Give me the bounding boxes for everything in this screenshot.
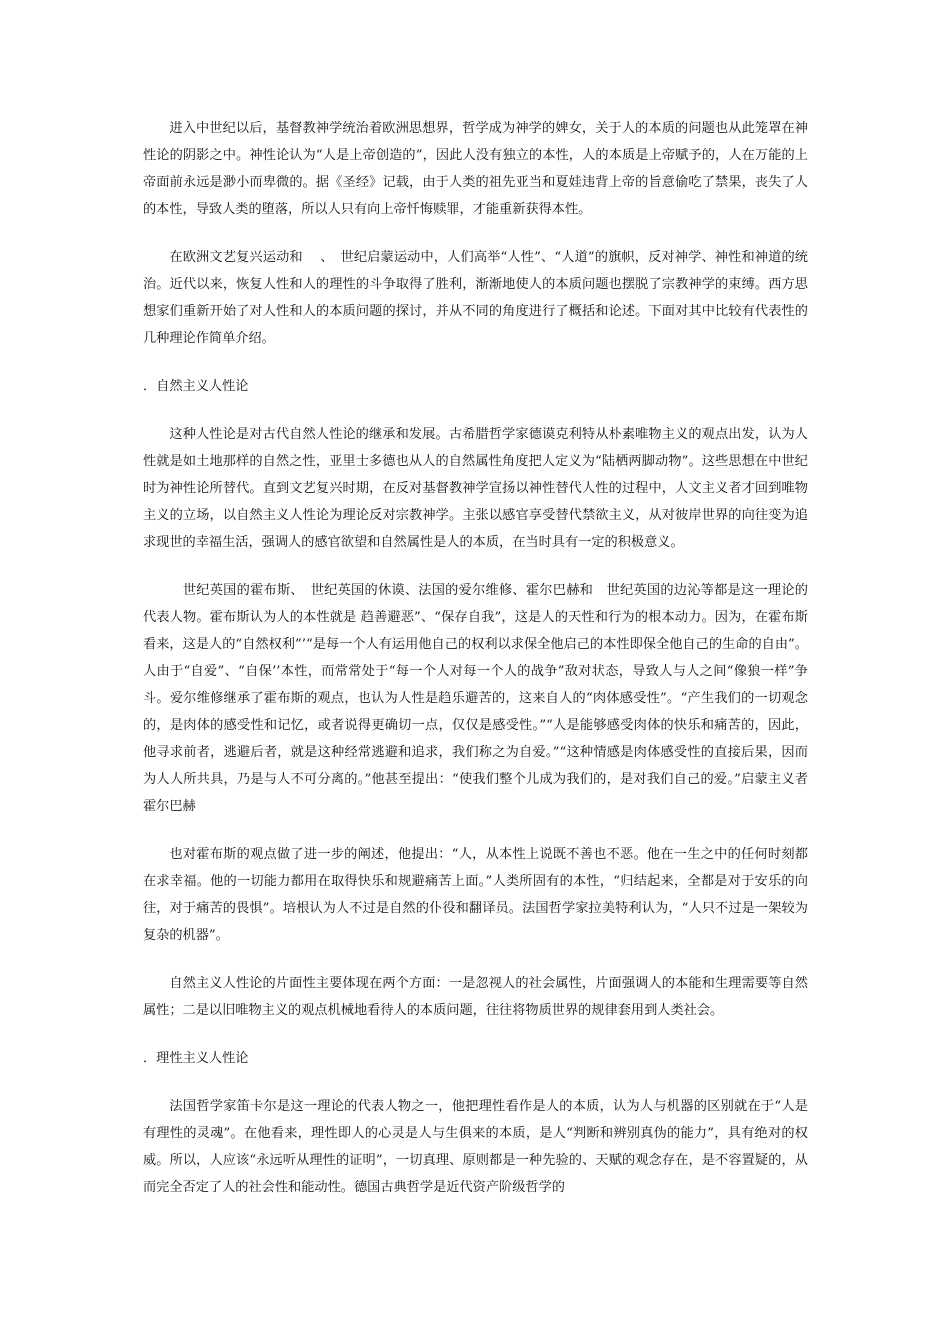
paragraph-medieval-theology: 进入中世纪以后，基督教神学统治着欧洲思想界，哲学成为神学的婢女，关于人的本质的问题也从此笼罩在神性论的阴影之中。神性论认为“人是上帝创造的”，因此人没有独立的本性，人的本质是上帝赋予的，人在万能的上帝面前永远是渺小而卑微的。据《圣经》记载，由于人类的祖先亚当和夏娃违背上帝的旨意偷吃了禁果，丧失了人的本性，导致人类的堕落，所以人只有向上帝忏悔赎罪，才能重新获得本性。: [143, 121, 808, 217]
paragraph-naturalism-limitations: 自然主义人性论的片面性主要体现在两个方面：一是忽视人的社会属性，片面强调人的本能和生理需要等自然属性；二是以旧唯物主义的观点机械地看待人的本质问题，往往将物质世界的规律套用到人类社会。: [143, 976, 808, 1018]
document-body: [143, 115, 808, 1222]
paragraph-holbach-views: 也对霍布斯的观点做了进一步的阐述，他提出：“人，从本性上说既不善也不恶。他在一生之中的任何时刻都在求幸福。他的一切能力都用在取得快乐和规避痛苦上面。”人类所固有的本性，“归结起来，全都是对于安乐的向往，对于痛苦的畏惧”。培根认为人不过是自然的仆役和翻译员。法国哲学家拉美特利认为，“人只不过是一架较为复杂的机器”。: [143, 847, 808, 943]
paragraph-naturalism-representatives: 世纪英国的霍布斯、 世纪英国的休谟、法国的爱尔维修、霍尔巴赫和 世纪英国的边沁等都是这一理论的代表人物。霍布斯认为人的本性就是 趋善避恶”、“保存自我”，这是人的天性和行为的根本动力。因为，在霍布斯看来，这是人的“自然权利”’“是每一个人有运用他自己的权利以求保全他启己的本性即保全他自己的生命的自由”。人由于“自爱”、“自保’’本性，而常常处于“每一个人对每一个人的战争”敌对状态，导致人与人之间“像狼一样”争斗。爱尔维修继承了霍布斯的观点，也认为人性是趋乐避苦的，这来自人的“肉体感受性”。“产生我们的一切观念的，是肉体的感受性和记忆，或者说得更确切一点，仅仅是感受性。”“人是能够感受肉体的快乐和痛苦的，因此，他寻求前者，逃避后者，就是这种经常逃避和追求，我们称之为自爱。”“这种情感是肉体感受性的直接后果，因而为人人所共具，乃是与人不可分离的。”他甚至提出：“使我们整个儿成为我们的，是对我们自己的爱。”启蒙主义者霍尔巴赫: [143, 583, 808, 814]
section-heading-rationalism: ．理性主义人性论: [143, 1051, 249, 1066]
paragraph-renaissance-enlightenment: 在欧洲文艺复兴运动和 、 世纪启蒙运动中，人们高举“人性”、“人道”的旗帜，反对神学、神性和神道的统治。近代以来，恢复人性和人的理性的斗争取得了胜利，渐渐地使人的本质问题也摆脱了宗教神学的束缚。西方思想家们重新开始了对人性和人的本质问题的探讨，并从不同的角度进行了概括和论述。下面对其中比较有代表性的几种理论作简单介绍。: [143, 250, 808, 346]
paragraph-descartes-rationalism: 法国哲学家笛卡尔是这一理论的代表人物之一，他把理性看作是人的本质，认为人与机器的区别就在于“人是有理性的灵魂”。在他看来，理性即人的心灵是人与生俱来的本质，是人“判断和辨别真伪的能力”，具有绝对的权威。所以，人应该“永远听从理性的证明”，一切真理、原则都是一种先验的、天赋的观念存在，是不容置疑的，从而完全否定了人的社会性和能动性。德国古典哲学是近代资产阶级哲学的: [143, 1099, 808, 1195]
paragraph-naturalism-origin: 这种人性论是对古代自然人性论的继承和发展。古希腊哲学家德谟克利特从朴素唯物主义的观点出发，认为人性就是如土地那样的自然之性，亚里士多德也从人的自然属性角度把人定义为“陆栖两脚动物”。这些思想在中世纪时为神性论所替代。直到文艺复兴时期，在反对基督教神学宣扬以神性替代人性的过程中，人文主义者才回到唯物主义的立场，以自然主义人性论为理论反对宗教神学。主张以感官享受替代禁欲主义，从对彼岸世界的向往变为追求现世的幸福生活，强调人的感官欲望和自然属性是人的本质，在当时具有一定的积极意义。: [143, 427, 808, 550]
section-heading-naturalism: ．自然主义人性论: [143, 379, 249, 394]
